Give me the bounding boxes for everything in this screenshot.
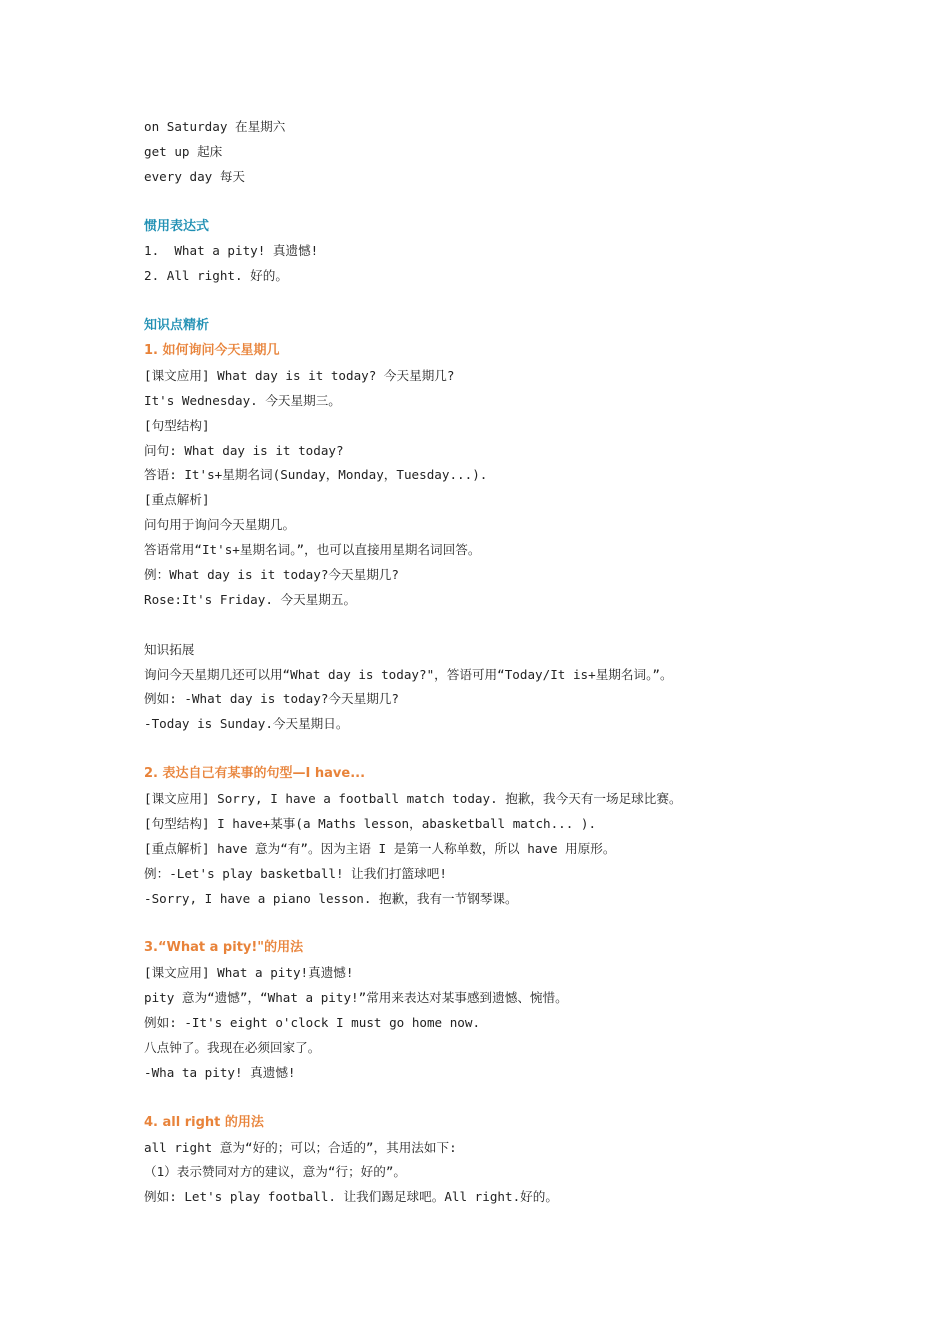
section-line: [课文应用] Sorry, I have a football match today. 抱歉，我今天有一场足球比赛。 [144,791,682,807]
section-line: 询问今天星期几还可以用“What day is today?"，答语可用“Today/It is+星期名词。”。 [144,666,673,682]
section-line: It's Wednesday. 今天星期三。 [144,392,341,408]
section-line: -Sorry, I have a piano lesson. 抱歉，我有一节钢琴课。 [144,890,518,906]
section-line: （1）表示赞同对方的建议，意为“行；好的”。 [144,1164,407,1180]
spacer [144,1086,904,1111]
section-line: 例如: Let's play football. 让我们踢足球吧。All right.好的。 [144,1189,558,1205]
section-line: 例：What day is it today?今天星期几? [144,567,399,583]
spacer [144,190,904,215]
section-line: all right 意为“好的；可以；合适的”，其用法如下: [144,1139,457,1155]
analysis-heading: 知识点精析 [144,318,210,334]
section-title: 3.“What a pity!"的用法 [144,940,304,956]
section-line: 答语: It's+星期名词(Sunday，Monday，Tuesday...). [144,467,488,483]
section-line: 例如: -What day is today?今天星期几? [144,691,399,707]
section-line: 例：-Let's play basketball! 让我们打篮球吧! [144,865,447,881]
section-line: -Today is Sunday.今天星期日。 [144,716,349,732]
section-line: Rose:It's Friday. 今天星期五。 [144,591,357,607]
section-title: 4. all right 的用法 [144,1114,264,1130]
section-line: [重点解析] [144,492,210,508]
section-line: [句型结构] [144,417,210,433]
section-line: [课文应用] What a pity!真遗憾! [144,965,354,981]
section-line: [句型结构] I have+某事(a Maths lesson，abasketball match... ). [144,815,597,831]
expression-item: 2. All right. 好的。 [144,268,288,284]
section-title: 1. 如何询问今天星期几 [144,343,280,359]
section-line: [课文应用] What day is it today? 今天星期几? [144,367,455,383]
document-page [144,115,904,1210]
section-line: [重点解析] have 意为“有”。因为主语 I 是第一人称单数，所以 have 用原形。 [144,840,616,856]
spacer [144,289,904,314]
vocab-line: get up 起床 [144,143,223,159]
section-line: 例如: -It's eight o'clock I must go home now. [144,1015,481,1031]
section-title: 2. 表达自己有某事的句型—I have... [144,766,366,782]
spacer [144,613,904,638]
spacer [144,737,904,762]
extension-title: 知识拓展 [144,641,195,657]
section-line: 八点钟了。我现在必须回家了。 [144,1039,321,1055]
spacer [144,912,904,937]
expressions-heading: 惯用表达式 [144,218,210,234]
section-line: 问句: What day is it today? [144,442,344,458]
section-line: -Wha ta pity! 真遗憾! [144,1064,296,1080]
section-line: pity 意为“遗憾”，“What a pity!”常用来表达对某事感到遗憾、惋惜。 [144,990,568,1006]
section-line: 问句用于询问今天星期几。 [144,517,296,533]
vocab-line: on Saturday 在星期六 [144,119,286,134]
section-line: 答语常用“It's+星期名词。”，也可以直接用星期名词回答。 [144,542,481,558]
expression-item: 1. What a pity! 真遗憾! [144,243,319,259]
vocab-line: every day 每天 [144,168,246,184]
